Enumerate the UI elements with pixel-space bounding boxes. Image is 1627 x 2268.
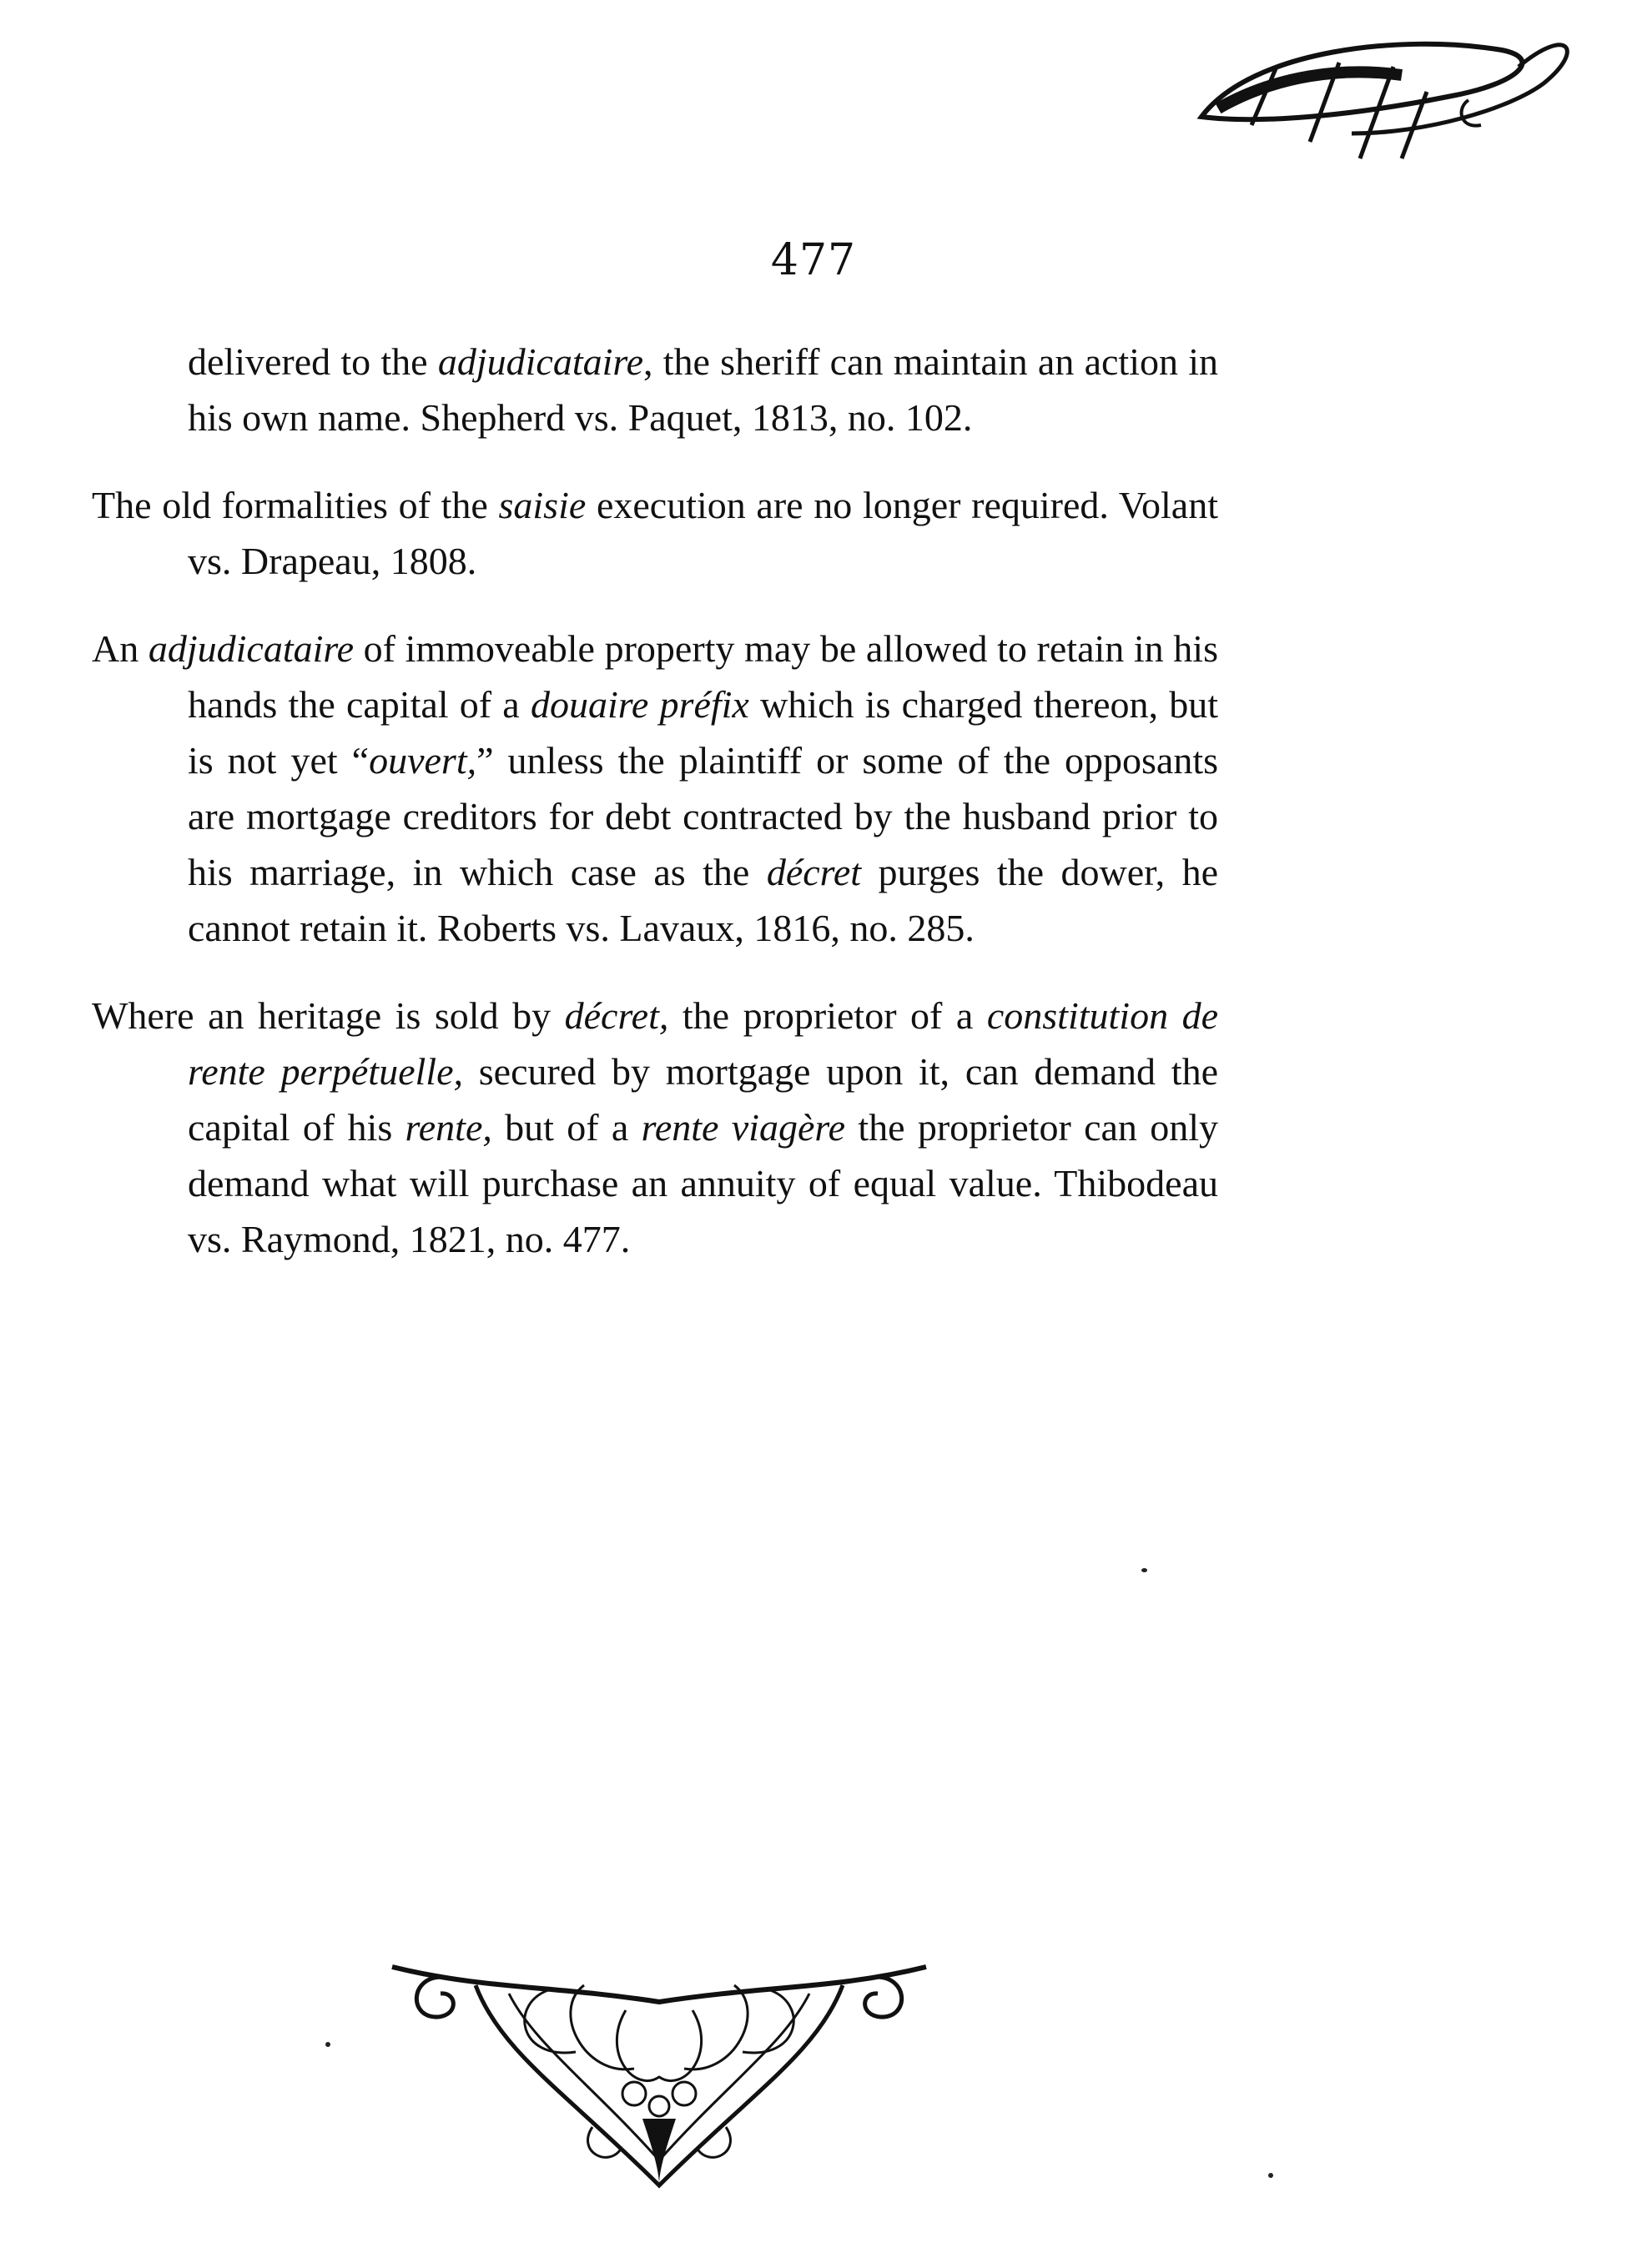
italic-term: constitution de rente perpétuelle,: [188, 994, 1219, 1093]
italic-term: rente,: [405, 1106, 492, 1149]
text-run: but of a: [491, 1106, 642, 1149]
body-text: [92, 334, 1218, 1299]
text-run: delivered to the: [188, 340, 438, 383]
tailpiece-ornament: [384, 1952, 934, 2202]
italic-term: douaire préfix: [530, 683, 749, 726]
handwritten-mark: [1151, 17, 1585, 184]
ink-speck: [325, 2042, 330, 2047]
italic-term: adjudicataire: [437, 340, 643, 383]
paragraph: [92, 334, 1218, 445]
text-run: , the sheriff can maintain an action in his own name. Shepherd vs. Paquet, 1813, no. 102.: [188, 340, 1218, 439]
text-run: execution are no longer required. Volant vs. Drapeau, 1808.: [188, 484, 1218, 582]
text-run: An: [92, 627, 149, 670]
text-run: secured by mortgage upon it, can demand the capital of his: [188, 1050, 1218, 1149]
text-run: ” unless the plaintiff or some of the opposants are mortgage creditors for debt contracted by the husband prior to his marriage, in which case as the: [188, 739, 1219, 893]
text-run: of immoveable property may be allowed to retain in his hands the capital of a: [188, 627, 1218, 726]
italic-term: saisie: [498, 484, 587, 526]
page-number: 477: [770, 235, 857, 285]
text-run: Where an heritage is sold by: [92, 994, 565, 1037]
ink-speck: [1268, 2173, 1273, 2178]
italic-term: ouvert,: [369, 739, 477, 782]
text-run: the proprietor of a: [668, 994, 987, 1037]
text-run: purges the dower, he cannot retain it. Roberts vs. Lavaux, 1816, no. 285.: [188, 851, 1218, 949]
text-run: which is charged thereon, but is not yet “: [188, 683, 1218, 782]
italic-term: rente viagère: [641, 1106, 845, 1149]
text-run: The old formalities of the: [92, 484, 499, 526]
paragraph: [92, 477, 1218, 589]
paragraph: [92, 621, 1218, 956]
italic-term: adjudicataire: [148, 627, 355, 670]
ink-speck: [1141, 1568, 1147, 1572]
text-run: the proprietor can only demand what will purchase an annuity of equal value. Thibodeau vs. Raymond, 1821, no. 477.: [188, 1106, 1219, 1260]
paragraph: [92, 988, 1218, 1267]
italic-term: décret: [766, 851, 862, 893]
italic-term: décret,: [564, 994, 669, 1037]
